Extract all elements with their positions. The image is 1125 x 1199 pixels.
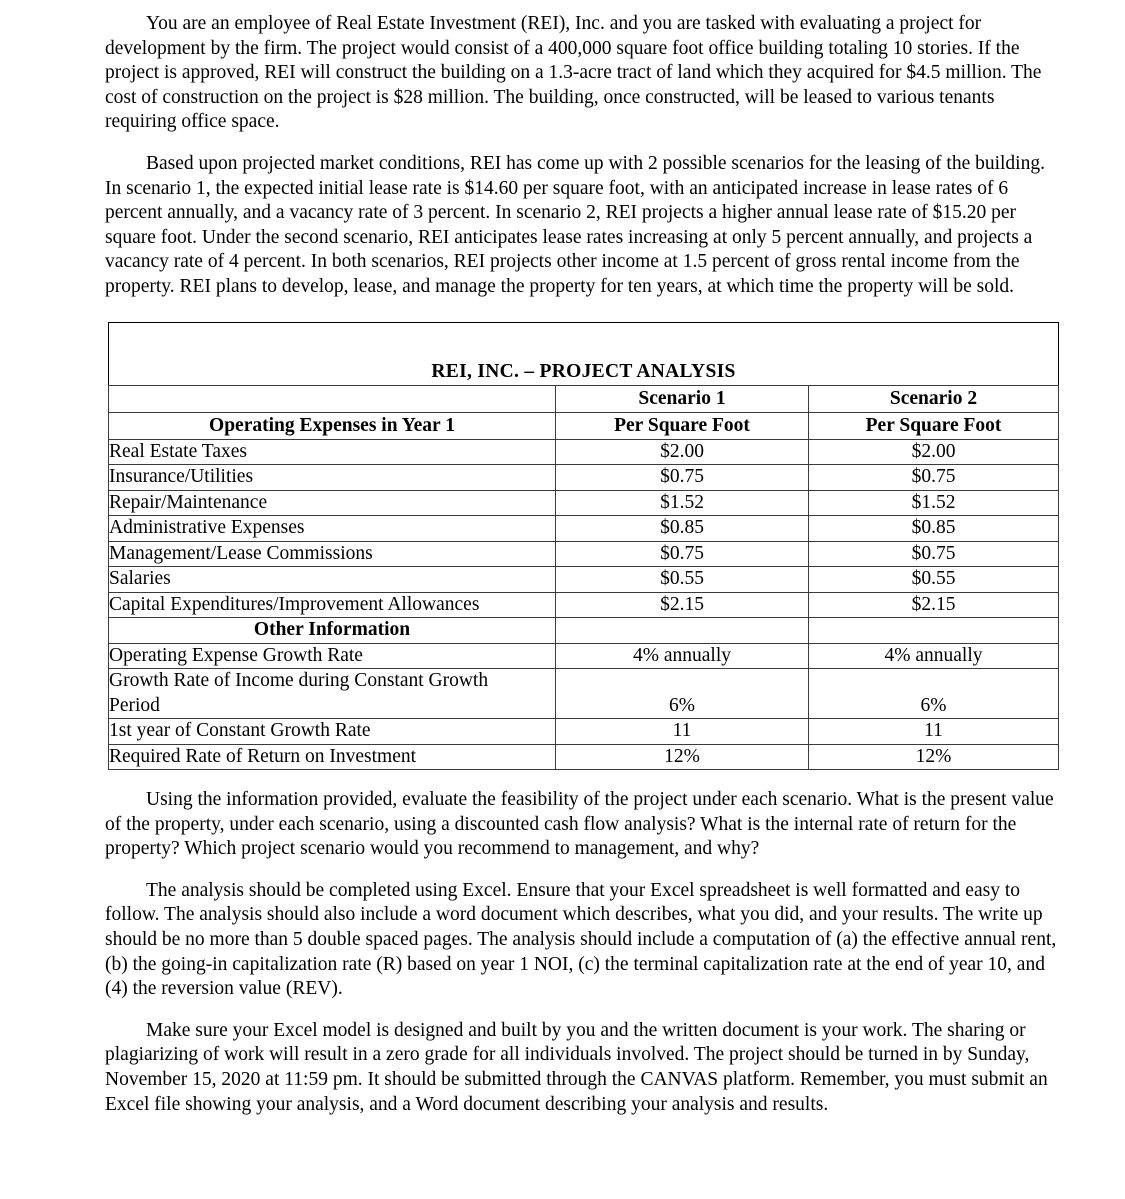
row-label: Real Estate Taxes xyxy=(109,439,556,465)
row-label: Management/Lease Commissions xyxy=(109,541,556,567)
table-row xyxy=(109,465,1059,491)
table-header-row-2 xyxy=(109,412,1059,439)
project-analysis-table-container xyxy=(108,322,1058,771)
row-label-line-2: Period xyxy=(109,694,160,716)
header-s2-per-square-foot: Per Square Foot xyxy=(809,412,1059,439)
row-label: Insurance/Utilities xyxy=(109,465,556,491)
table-row xyxy=(109,567,1059,593)
row-value-s2: $1.52 xyxy=(809,490,1059,516)
table-row xyxy=(109,490,1059,516)
table-row xyxy=(109,669,1059,719)
row-label: Required Rate of Return on Investment xyxy=(109,744,556,770)
header-blank-cell xyxy=(109,385,556,412)
row-label: Operating Expense Growth Rate xyxy=(109,643,556,669)
table-row xyxy=(109,592,1059,618)
project-analysis-table xyxy=(108,322,1059,771)
paragraph-excel-requirements: The analysis should be completed using Excel. Ensure that your Excel spreadsheet is well formatted and easy to follow. The analysis should also include a word document which describes, what you did, and your results. The write up should be no more than 5 double spaced pages. The analysis should include a computation of (a) the effective annual rent, (b) the going-in capitalization rate (R) based on year 1 NOI, (c) the terminal capitalization rate at the end of year 10, and (4) the reversion value (REV). xyxy=(105,879,1057,1000)
row-value-s1: 11 xyxy=(556,719,809,745)
table-row xyxy=(109,541,1059,567)
table-title-row xyxy=(109,322,1059,385)
row-label-line-1: Growth Rate of Income during Constant Growth xyxy=(109,670,489,692)
row-value-s1: 6% xyxy=(556,669,809,719)
table-title: REI, INC. – PROJECT ANALYSIS xyxy=(109,322,1059,385)
row-label: Salaries xyxy=(109,567,556,593)
row-value-s1: $2.15 xyxy=(556,592,809,618)
table-row xyxy=(109,516,1059,542)
row-value-s2: $0.75 xyxy=(809,541,1059,567)
header-operating-expenses: Operating Expenses in Year 1 xyxy=(109,412,556,439)
row-value-s1: $1.52 xyxy=(556,490,809,516)
header-scenario-2: Scenario 2 xyxy=(809,385,1059,412)
header-s1-per-square-foot: Per Square Foot xyxy=(556,412,809,439)
row-label: 1st year of Constant Growth Rate xyxy=(109,719,556,745)
row-value-s2: 12% xyxy=(809,744,1059,770)
table-section-header-row xyxy=(109,618,1059,644)
row-value-s1: $0.55 xyxy=(556,567,809,593)
table-header-row-1 xyxy=(109,385,1059,412)
section-header-blank-s2 xyxy=(809,618,1059,644)
paragraph-intro: You are an employee of Real Estate Investment (REI), Inc. and you are tasked with evaluating a project for development by the firm. The project would consist of a 400,000 square foot office building totaling 10 stories. If the project is approved, REI will construct the building on a 1.3-acre tract of land which they acquired for $4.5 million. The cost of construction on the project is $28 million. The building, once constructed, will be leased to various tenants requiring office space. xyxy=(105,13,1042,133)
table-row xyxy=(109,439,1059,465)
row-value-s1: $0.75 xyxy=(556,465,809,491)
row-value-s1: $0.75 xyxy=(556,541,809,567)
row-value-s1: $2.00 xyxy=(556,439,809,465)
row-label xyxy=(109,669,556,719)
row-value-s1: 12% xyxy=(556,744,809,770)
row-value-s2: 6% xyxy=(809,669,1059,719)
row-value-s2: 4% annually xyxy=(809,643,1059,669)
row-value-s2: $2.00 xyxy=(809,439,1059,465)
row-value-s2: 11 xyxy=(809,719,1059,745)
table-row xyxy=(109,744,1059,770)
header-scenario-1: Scenario 1 xyxy=(556,385,809,412)
section-header-other-information: Other Information xyxy=(109,618,556,644)
row-label: Administrative Expenses xyxy=(109,516,556,542)
row-value-s2: $0.75 xyxy=(809,465,1059,491)
row-value-s1: 4% annually xyxy=(556,643,809,669)
section-header-blank-s1 xyxy=(556,618,809,644)
table-row xyxy=(109,643,1059,669)
row-value-s2: $0.55 xyxy=(809,567,1059,593)
row-label: Repair/Maintenance xyxy=(109,490,556,516)
paragraph-scenarios: Based upon projected market conditions, REI has come up with 2 possible scenarios for the leasing of the building. In scenario 1, the expected initial lease rate is $14.60 per square foot, with an anticipated increase in lease rates of 6 percent annually, and a vacancy rate of 3 percent. In scenario 2, REI projects a higher annual lease rate of $15.20 per square foot. Under the second scenario, REI anticipates lease rates increasing at only 5 percent annually, and projects a vacancy rate of 4 percent. In both scenarios, REI projects other income at 1.5 percent of gross rental income from the property. REI plans to develop, lease, and manage the property for ten years, at which time the property will be sold. xyxy=(105,152,1045,297)
row-value-s2: $0.85 xyxy=(809,516,1059,542)
row-label: Capital Expenditures/Improvement Allowances xyxy=(109,592,556,618)
table-row xyxy=(109,719,1059,745)
row-value-s2: $2.15 xyxy=(809,592,1059,618)
paragraph-questions: Using the information provided, evaluate the feasibility of the project under each scenario. What is the present value of the property, under each scenario, using a discounted cash flow analysis? What is the internal rate of return for the property? Which project scenario would you recommend to management, and why? xyxy=(105,789,1054,860)
paragraph-academic-integrity: Make sure your Excel model is designed and built by you and the written document is your work. The sharing or plagiarizing of work will result in a zero grade for all individuals involved. The project should be turned in by Sunday, November 15, 2020 at 11:59 pm. It should be submitted through the CANVAS platform. Remember, you must submit an Excel file showing your analysis, and a Word document describing your analysis and results. xyxy=(105,1019,1048,1115)
row-value-s1: $0.85 xyxy=(556,516,809,542)
